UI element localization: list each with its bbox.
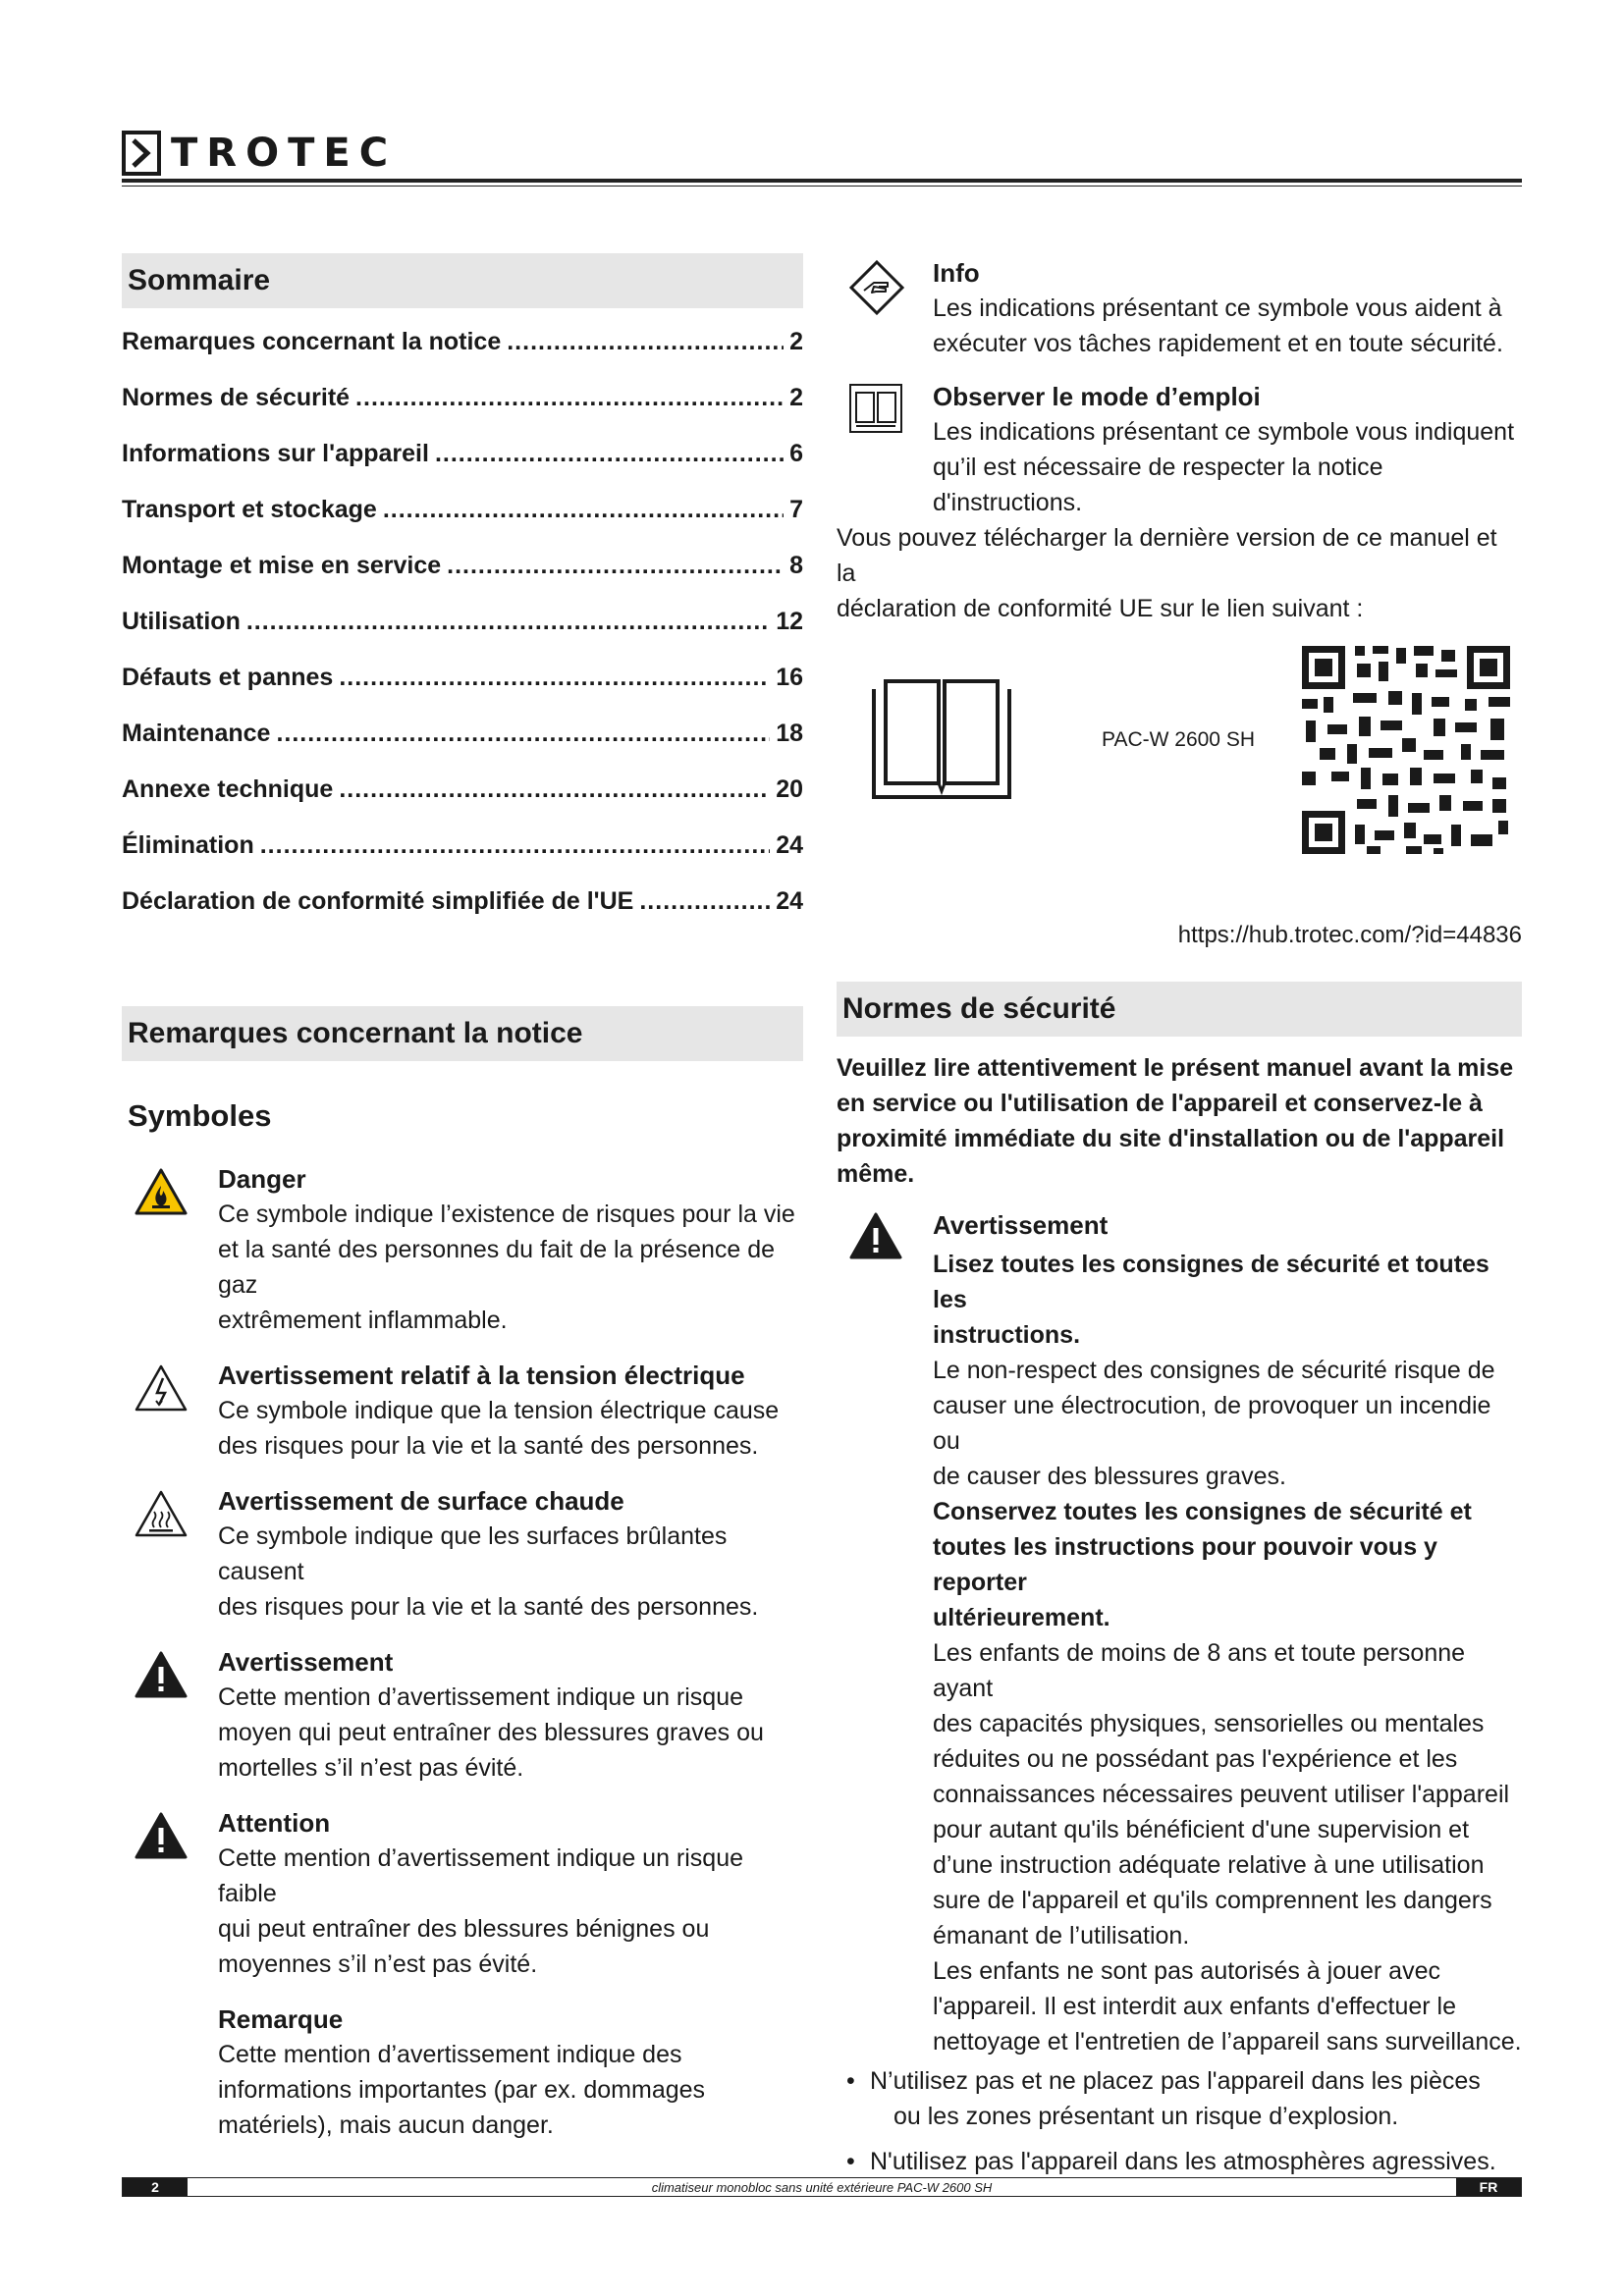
symbol-desc-line: Ce symbole indique l’existence de risques pour la vie: [218, 1201, 795, 1228]
table-of-contents: [122, 328, 803, 943]
symbol-desc-line: informations importantes (par ex. dommages: [218, 2076, 706, 2104]
symbol-title: Avertissement de surface chaude: [218, 1486, 624, 1516]
safety-warning-entry: [837, 1207, 1522, 2059]
toc-title: Sommaire: [122, 253, 803, 308]
toc-item-label: Maintenance: [122, 720, 271, 747]
manual-desc-line: qu’il est nécessaire de respecter la notice: [933, 454, 1383, 481]
symbol-title: Remarque: [218, 2004, 344, 2034]
symbol-entry-warning: [122, 1644, 803, 1786]
safety-bold-line: Lisez toutes les consignes de sécurité et toutes les: [933, 1251, 1489, 1313]
toc-item-page: 20: [776, 775, 803, 803]
symbol-desc-line: Cette mention d’avertissement indique un risque faible: [218, 1844, 744, 1907]
toc-item-label: Déclaration de conformité simplifiée de l'UE: [122, 887, 634, 915]
toc-leader: [260, 831, 770, 860]
toc-item-label: Normes de sécurité: [122, 384, 351, 411]
electric-warning-icon: [134, 1363, 189, 1413]
toc-item-label: Élimination: [122, 831, 254, 859]
toc-item-page: 8: [789, 552, 803, 579]
toc-item-label: Remarques concernant la notice: [122, 328, 502, 355]
info-desc-line: exécuter vos tâches rapidement et en toute sécurité.: [933, 330, 1503, 357]
toc-item-page: 12: [776, 608, 803, 635]
toc-item-label: Montage et mise en service: [122, 552, 442, 579]
safety-bold-line: toutes les instructions pour pouvoir vous y reporter: [933, 1533, 1437, 1596]
intro-line: proximité immédiate du site d'installation ou de l'appareil: [837, 1125, 1505, 1152]
brand-name: TROTEC: [171, 131, 398, 176]
info-title: Info: [933, 258, 980, 288]
symbol-title: Danger: [218, 1164, 306, 1194]
bullet-line: N’utilisez pas et ne placez pas l'appareil dans les pièces: [870, 2067, 1481, 2095]
info-desc-line: Les indications présentant ce symbole vous aident à: [933, 294, 1502, 322]
toc-item[interactable]: [122, 552, 803, 608]
symbol-entry-danger: [122, 1161, 803, 1338]
qr-block: [837, 642, 1522, 913]
manual-entry: [837, 379, 1522, 520]
symbol-desc-line: Ce symbole indique que la tension électrique cause: [218, 1397, 780, 1424]
download-text-line: déclaration de conformité UE sur le lien suivant :: [837, 595, 1364, 622]
manual-book-icon: [848, 383, 903, 434]
symbol-desc-line: matériels), mais aucun danger.: [218, 2111, 554, 2139]
toc-item-page: 2: [789, 328, 803, 355]
bullet-dot-icon: •: [846, 2148, 855, 2175]
toc-leader: [639, 887, 770, 916]
toc-item[interactable]: [122, 384, 803, 440]
safety-bold-line: ultérieurement.: [933, 1604, 1110, 1631]
toc-item-label: Transport et stockage: [122, 496, 377, 523]
symbol-title: Attention: [218, 1808, 331, 1838]
toc-leader: [383, 496, 784, 524]
hot-surface-icon: [134, 1489, 189, 1538]
page-footer: [122, 2177, 1522, 2197]
qr-code-icon[interactable]: [1298, 642, 1514, 858]
safety-bold-line: Conservez toutes les consignes de sécurité et: [933, 1498, 1472, 1525]
toc-item[interactable]: [122, 887, 803, 943]
toc-item[interactable]: [122, 608, 803, 664]
toc-leader: [435, 440, 784, 468]
toc-item-page: 6: [789, 440, 803, 467]
toc-leader: [276, 720, 770, 748]
symbol-title: Avertissement: [218, 1647, 394, 1677]
symbols-heading: Symboles: [128, 1098, 272, 1133]
symbol-desc-line: moyen qui peut entraîner des blessures graves ou: [218, 1719, 764, 1746]
safety-bullets: [837, 2063, 1522, 2179]
safety-text-line: de causer des blessures graves.: [933, 1463, 1286, 1490]
toc-leader: [355, 384, 784, 412]
toc-item-page: 18: [776, 720, 803, 747]
safety-text-line: des capacités physiques, sensorielles ou mentales: [933, 1710, 1485, 1737]
page-number: 2: [123, 2178, 188, 2196]
safety-text-line: émanant de l’utilisation.: [933, 1922, 1190, 1949]
symbol-desc-line: Ce symbole indique que les surfaces brûlantes causent: [218, 1522, 728, 1585]
safety-text-line: pour autant qu'ils bénéficient d'une supervision et: [933, 1816, 1470, 1843]
safety-text-line: Les enfants de moins de 8 ans et toute personne ayant: [933, 1639, 1466, 1702]
flame-warning-icon: [134, 1167, 189, 1216]
intro-line: en service ou l'utilisation de l'appareil et conservez-le à: [837, 1090, 1483, 1117]
symbol-title: Avertissement relatif à la tension électrique: [218, 1361, 745, 1390]
safety-section-title: Normes de sécurité: [837, 982, 1522, 1037]
warning-icon: [134, 1650, 189, 1699]
download-link[interactable]: https://hub.trotec.com/?id=44836: [1177, 922, 1522, 948]
toc-item-page: 7: [789, 496, 803, 523]
safety-intro: [837, 1050, 1522, 1192]
right-column: [837, 253, 1522, 2187]
toc-item[interactable]: [122, 440, 803, 496]
symbol-entry-note: [122, 2002, 803, 2143]
left-column: [122, 253, 803, 2143]
toc-item[interactable]: [122, 664, 803, 720]
safety-warning-title: Avertissement: [933, 1210, 1109, 1240]
footer-title: climatiseur monobloc sans unité extérieure PAC-W 2600 SH: [651, 2179, 993, 2195]
symbol-desc-line: mortelles s’il n’est pas évité.: [218, 1754, 524, 1782]
toc-item-label: Annexe technique: [122, 775, 334, 803]
symbol-desc-line: des risques pour la vie et la santé des personnes.: [218, 1432, 759, 1460]
toc-leader: [507, 328, 784, 356]
toc-item-page: 24: [776, 887, 803, 915]
language-code: FR: [1456, 2178, 1521, 2196]
safety-text-line: réduites ou ne possédant pas l'expérience et les: [933, 1745, 1458, 1773]
toc-leader: [339, 775, 770, 804]
manual-title: Observer le mode d’emploi: [933, 382, 1261, 411]
symbol-desc-line: Cette mention d’avertissement indique des: [218, 2041, 682, 2068]
info-hand-icon: [848, 259, 905, 316]
bullet-item: [837, 2063, 1522, 2134]
symbol-desc-line: Cette mention d’avertissement indique un risque: [218, 1683, 744, 1711]
toc-item[interactable]: [122, 720, 803, 775]
toc-item-label: Utilisation: [122, 608, 241, 635]
bullet-line: N'utilisez pas l'appareil dans les atmosphères agressives.: [870, 2148, 1496, 2175]
safety-text-line: causer une électrocution, de provoquer un incendie ou: [933, 1392, 1491, 1455]
toc-item-label: Informations sur l'appareil: [122, 440, 429, 467]
caution-icon: [134, 1811, 189, 1860]
toc-item-page: 24: [776, 831, 803, 859]
safety-text-line: sure de l'appareil et qu'ils comprennent les dangers: [933, 1887, 1492, 1914]
toc-leader: [246, 608, 770, 636]
symbol-desc-line: moyennes s’il n’est pas évité.: [218, 1950, 538, 1978]
safety-text-line: d’une instruction adéquate relative à une utilisation: [933, 1851, 1485, 1879]
safety-text-line: Les enfants ne sont pas autorisés à jouer avec: [933, 1957, 1440, 1985]
symbol-desc-line: qui peut entraîner des blessures bénignes ou: [218, 1915, 710, 1943]
toc-item-label: Défauts et pannes: [122, 664, 334, 691]
toc-item[interactable]: [122, 775, 803, 831]
intro-line: Veuillez lire attentivement le présent manuel avant la mise: [837, 1054, 1514, 1082]
toc-item-page: 2: [789, 384, 803, 411]
warning-icon: [848, 1211, 903, 1260]
info-entry: [837, 255, 1522, 361]
download-text-line: Vous pouvez télécharger la dernière version de ce manuel et la: [837, 524, 1497, 587]
symbol-desc-line: extrêmement inflammable.: [218, 1307, 508, 1334]
safety-text-line: Le non-respect des consignes de sécurité risque de: [933, 1357, 1495, 1384]
safety-text-line: connaissances nécessaires peuvent utiliser l'appareil: [933, 1781, 1510, 1808]
header-rule-thin: [122, 186, 1522, 187]
symbol-desc-line: et la santé des personnes du fait de la présence de gaz: [218, 1236, 776, 1299]
manual-desc-line: d'instructions.: [933, 489, 1083, 516]
symbol-desc-line: des risques pour la vie et la santé des personnes.: [218, 1593, 759, 1621]
logo-chevron-icon: [122, 131, 161, 176]
toc-leader: [339, 664, 770, 692]
open-book-icon: [868, 677, 1015, 805]
bullet-line: ou les zones présentant un risque d’explosion.: [893, 2103, 1399, 2130]
manual-desc-line: Les indications présentant ce symbole vous indiquent: [933, 418, 1515, 446]
model-label: PAC-W 2600 SH: [1102, 728, 1255, 751]
toc-item[interactable]: [122, 328, 803, 384]
bullet-item: [837, 2144, 1522, 2179]
safety-text-line: l'appareil. Il est interdit aux enfants d'effectuer le: [933, 1993, 1457, 2020]
toc-item[interactable]: [122, 831, 803, 887]
toc-leader: [447, 552, 784, 580]
symbol-entry-caution: [122, 1805, 803, 1982]
symbol-entry-electric: [122, 1358, 803, 1464]
intro-line: même.: [837, 1160, 915, 1188]
header-rule: [122, 179, 1522, 183]
safety-bold-line: instructions.: [933, 1321, 1081, 1349]
notes-section-title: Remarques concernant la notice: [122, 1006, 803, 1061]
toc-item-page: 16: [776, 664, 803, 691]
toc-item[interactable]: [122, 496, 803, 552]
safety-text-line: nettoyage et l'entretien de l’appareil sans surveillance.: [933, 2028, 1522, 2056]
bullet-dot-icon: •: [846, 2067, 855, 2095]
symbol-entry-hot-surface: [122, 1483, 803, 1625]
trotec-logo: [122, 131, 397, 176]
